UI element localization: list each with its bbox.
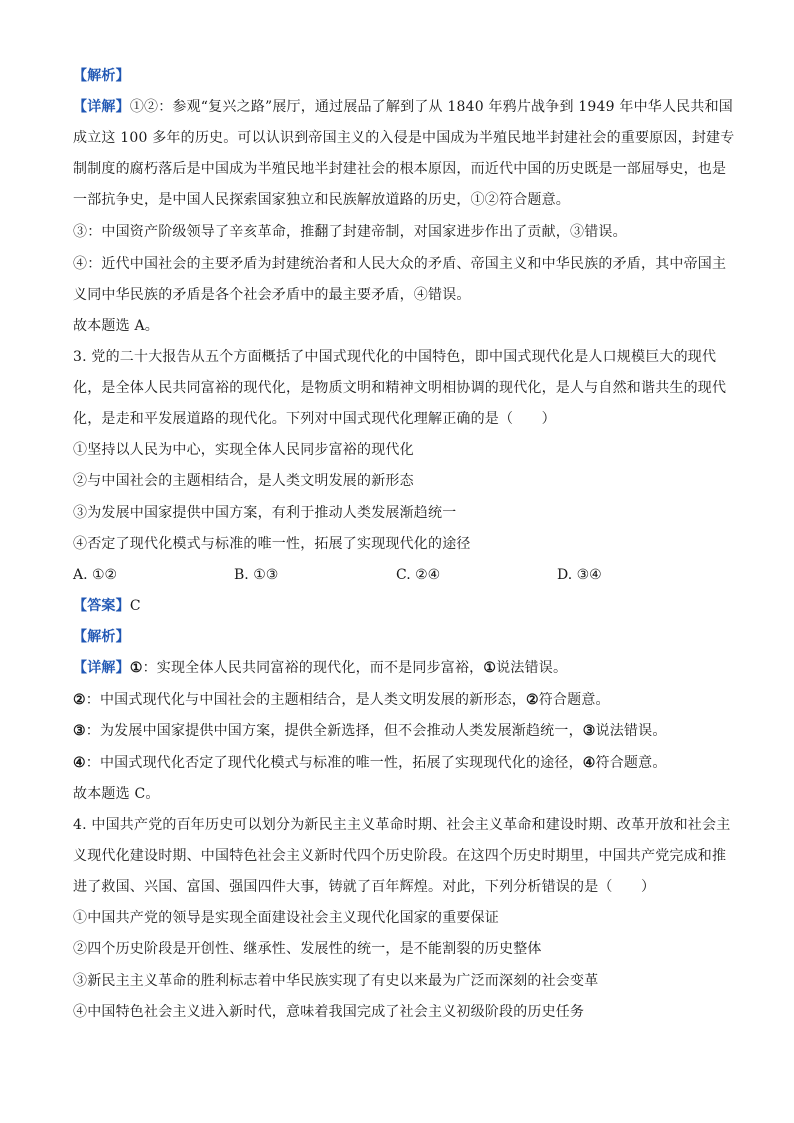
- circled-number: ④: [73, 755, 86, 771]
- analysis-text: ：为发展中国家提供中国方案，提供全新选择，但不会推动人类发展渐趋统一，: [85, 723, 583, 739]
- q3-analysis-3: [73, 721, 723, 741]
- circled-number: ①: [129, 660, 143, 676]
- analysis-tail: 说法错误。: [496, 660, 568, 676]
- q4-stem-line-2: 义现代化建设时期、中国特色社会主义新时代四个历史阶段。在这四个历史时期里，中国共产党完成和推: [73, 848, 727, 864]
- q3-option-b: B. ①③: [234, 567, 279, 583]
- q4-statement-3: ③新民主主义革命的胜利标志着中华民族实现了有史以来最为广泛而深刻的社会变革: [73, 973, 599, 989]
- q3-analysis-heading: 【解析】: [73, 629, 130, 645]
- answer-tag: 【答案】: [73, 598, 130, 614]
- circled-number: ④: [582, 755, 596, 771]
- analysis-tail: 符合题意。: [595, 755, 667, 771]
- q4-statement-4: ④中国特色社会主义进入新时代，意味着我国完成了社会主义初级阶段的历史任务: [73, 1004, 585, 1020]
- q4-stem-line-1: 4. 中国共产党的百年历史可以划分为新民主主义革命时期、社会主义革命和建设时期、改革开放和社会主: [73, 817, 731, 833]
- analysis-text: ：中国式现代化与中国社会的主题相结合，是人类文明发展的新形态，: [85, 692, 526, 708]
- analysis-text: ：中国式现代化否定了现代化模式与标准的唯一性，拓展了实现现代化的途径，: [85, 755, 583, 771]
- analysis-tail: 符合题意。: [538, 692, 610, 708]
- detail-line-2: 成立这 100 多年的历史。可以认识到帝国主义的入侵是中国成为半殖民地半封建社会的重要原因，封建专: [73, 130, 735, 146]
- detail-line-4: 一部抗争史，是中国人民探索国家独立和民族解放道路的历史，①②符合题意。: [73, 192, 570, 208]
- q3-statement-2: ②与中国社会的主题相结合，是人类文明发展的新形态: [73, 473, 414, 489]
- detail-text: ①②：参观“复兴之路”展厅，通过展品了解到了从 1840 年鸦片战争到 1949 年中华人民共和国: [129, 99, 733, 115]
- circled-number: ③: [582, 723, 596, 739]
- circled-number: ②: [73, 692, 86, 708]
- detail-tag: 【详解】: [73, 99, 130, 115]
- q4-statement-1: ①中国共产党的领导是实现全面建设社会主义现代化国家的重要保证: [73, 910, 499, 926]
- q3-analysis-4: [73, 753, 723, 773]
- q3-conclusion: 故本题选 C。: [73, 786, 160, 802]
- q3-statement-4: ④否定了现代化模式与标准的唯一性，拓展了实现现代化的途径: [73, 536, 471, 552]
- analysis-heading: 【解析】: [73, 68, 130, 84]
- q3-stem-line-1: 3. 党的二十大报告从五个方面概括了中国式现代化的中国特色，即中国式现代化是人口规模巨大的现代: [73, 349, 717, 365]
- detail-line-3: 制制度的腐朽落后是中国成为半殖民地半封建社会的根本原因，而近代中国的历史既是一部屈辱史，也是: [73, 161, 727, 177]
- circled-number: ③: [73, 723, 86, 739]
- q3-statement-1: ①坚持以人民为中心，实现全体人民同步富裕的现代化: [73, 442, 414, 458]
- conclusion-line: 故本题选 A。: [73, 318, 159, 334]
- detail-line-7: 义同中华民族的矛盾是各个社会矛盾中的最主要矛盾，④错误。: [73, 287, 471, 303]
- analysis-tail: 说法错误。: [595, 723, 667, 739]
- circled-number: ②: [525, 692, 539, 708]
- q3-stem-line-2: 化，是全体人民共同富裕的现代化，是物质文明和精神文明相协调的现代化，是人与自然和谐共生的现代: [73, 380, 727, 396]
- q4-statement-2: ②四个历史阶段是开创性、继承性、发展性的统一，是不能割裂的历史整体: [73, 941, 542, 957]
- detail-tag: 【详解】: [73, 660, 130, 676]
- detail-line-5: ③：中国资产阶级领导了辛亥革命，推翻了封建帝制，对国家进步作出了贡献，③错误。: [73, 224, 627, 240]
- q4-stem-line-3: 进了救国、兴国、富国、强国四件大事，铸就了百年辉煌。对此，下列分析错误的是（ ）: [73, 879, 656, 895]
- q3-statement-3: ③为发展中国家提供中国方案，有利于推动人类发展渐趋统一: [73, 505, 457, 521]
- q3-option-c: C. ②④: [396, 567, 441, 583]
- analysis-text: ：实现全体人民共同富裕的现代化，而不是同步富裕，: [142, 660, 484, 676]
- detail-line-1: [73, 97, 733, 117]
- q3-option-d: D. ③④: [557, 567, 602, 583]
- q3-option-a: A. ①②: [73, 567, 118, 583]
- q3-answer-line: [73, 596, 723, 616]
- answer-value: C: [129, 598, 141, 614]
- detail-line-6: ④：近代中国社会的主要矛盾为封建统治者和人民大众的矛盾、帝国主义和中华民族的矛盾，其中帝国主: [73, 256, 727, 272]
- q3-stem-line-3: 化，是走和平发展道路的现代化。下列对中国式现代化理解正确的是（ ）: [73, 411, 556, 427]
- q3-analysis-1: [73, 658, 723, 678]
- q3-analysis-2: [73, 690, 723, 710]
- circled-number: ①: [483, 660, 497, 676]
